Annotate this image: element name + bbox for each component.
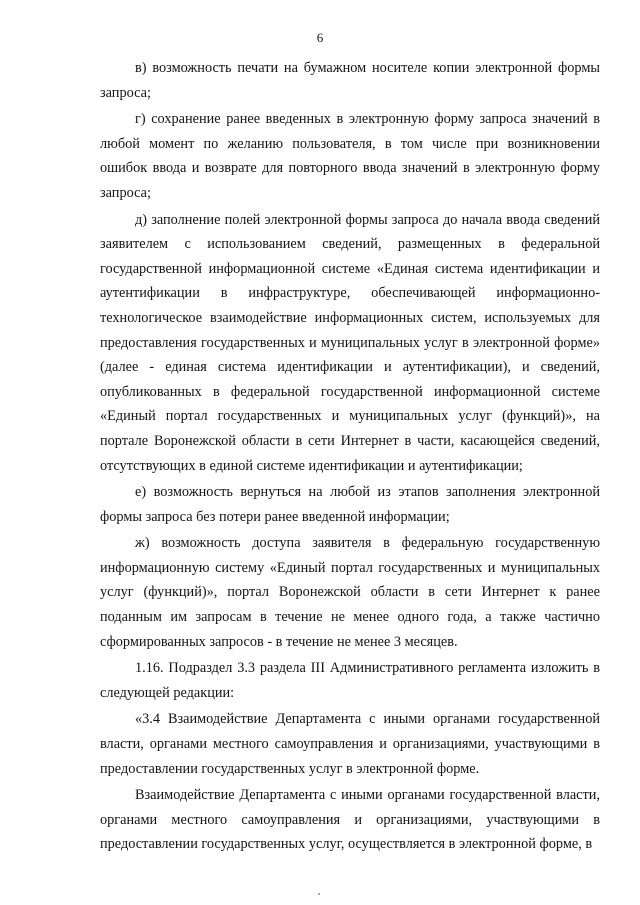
paragraph-item-e: е) возможность вернуться на любой из этапов заполнения электронной формы запроса без потери ранее введенной информации; [100,484,600,525]
paragraph-1-16: 1.16. Подраздел 3.3 раздела III Административного регламента изложить в следующей редакции: [100,660,600,701]
paragraph-item-zh: ж) возможность доступа заявителя в федеральную государственную информационную систему «Единый портал государственных и муниципальных услуг (функций)», портал Воронежской области в сети Интернет к ранее поданным им запросам в течение не менее одного года, а также частично сформированных запросов - в течение не менее 3 месяцев. [100,535,600,650]
document-body [100,56,600,857]
page-number: 6 [316,30,324,45]
scan-dot-mark [318,893,320,895]
paragraph-section-3-4-heading: «3.4 Взаимодействие Департамента с иными органами государственной власти, органами местного самоуправления и организациями, участвующими в предоставлении государственных услуг в электронной форме. [100,711,600,777]
paragraph-item-v: в) возможность печати на бумажном носителе копии электронной формы запроса; [100,60,600,101]
paragraph-interaction: Взаимодействие Департамента с иными органами государственной власти, органами местного самоуправления и организациями, участвующими в предоставлении государственных услуг, осуществляется в электронной форме, в [100,787,600,853]
paragraph-item-g: г) сохранение ранее введенных в электронную форму запроса значений в любой момент по желанию пользователя, в том числе при возникновении ошибок ввода и возврате для повторного ввода значений в электронную форму запроса; [100,111,600,201]
paragraph-item-d: д) заполнение полей электронной формы запроса до начала ввода сведений заявителем с использованием сведений, размещенных в федеральной государственной информационной системе «Единая система идентификации и аутентификации в инфраструктуре, обеспечивающей информационно-технологическое взаимодействие информационных систем, используемых для предоставления государственных и муниципальных услуг в электронной форме» (далее - единая система идентификации и аутентификации), и сведений, опубликованных в федеральной государственной информационной системе «Единый портал государственных и муниципальных услуг (функций)», на портале Воронежской области в сети Интернет в части, касающейся сведений, отсутствующих в единой системе идентификации и аутентификации; [100,211,600,474]
